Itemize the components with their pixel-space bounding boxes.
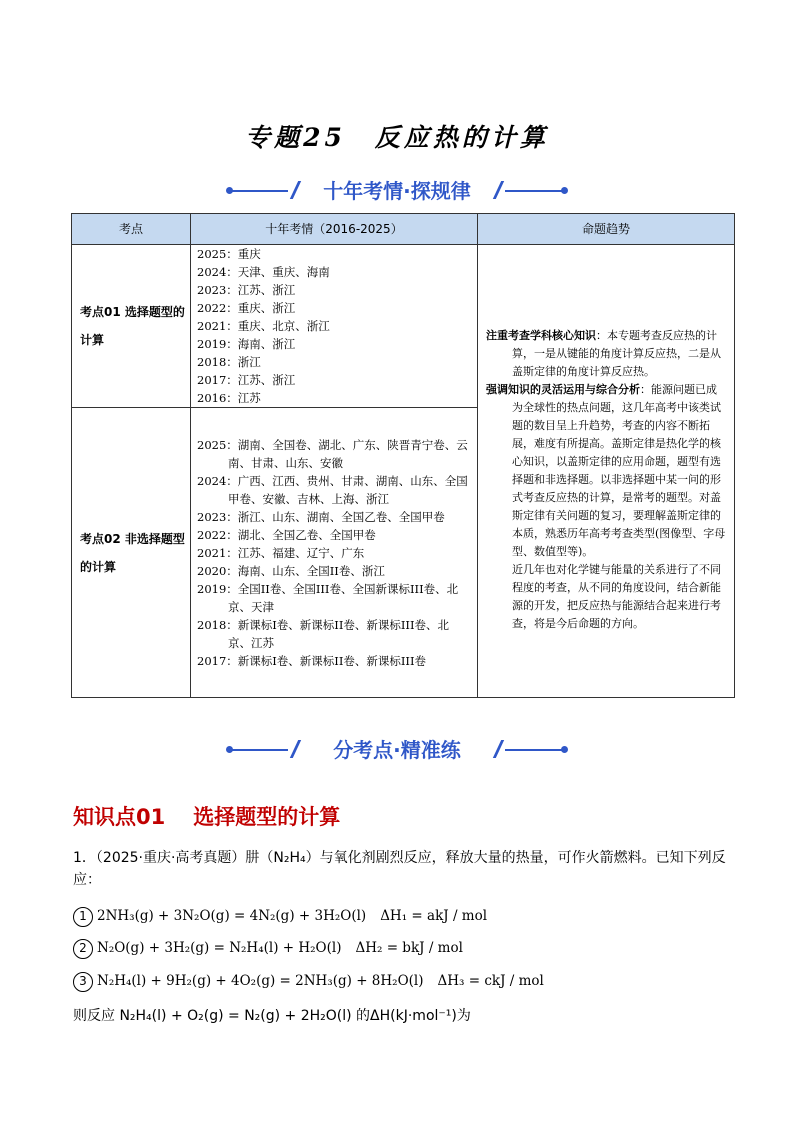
banner-line-right [505,749,563,751]
year-line: 2018：新课标Ⅰ卷、新课标II卷、新课标III卷、北京、江苏 [197,617,450,650]
question-line: 应： [73,872,101,888]
year-line: 2022：湖北、全国乙卷、全国甲卷 [197,527,376,542]
section-heading [73,801,340,831]
trend-cell [478,245,735,698]
trend-paragraph-2 [486,381,726,561]
year-line: 2017：新课标Ⅰ卷、新课标II卷、新课标III卷 [197,653,427,668]
equation-number: 1 [73,907,93,927]
question-line: 1．（2025·重庆·高考真题）肼（N₂H₄）与氧化剂剧烈反应，释放大量的热量，可作火箭燃料。已知下列反 [73,850,726,866]
year-line: 2017：江苏、浙江 [197,373,296,387]
years-cell [191,245,478,408]
year-line: 2024：广西、江西、贵州、甘肃、湖南、山东、全国甲卷、安徽、吉林、上海、浙江 [197,473,468,506]
equation-text: N₂H₄(l) + 9H₂(g) + 4O₂(g) = 2NH₃(g) + 8H₂O(l) [97,973,424,989]
section-name: 选择题型的计算 [193,805,341,829]
header-kp: 考点 [72,214,191,245]
year-line: 2018：浙江 [197,355,261,369]
enthalpy-value: ΔH₂ = bkJ / mol [355,940,463,956]
trend-paragraph-1 [486,327,726,381]
equation-text: N₂O(g) + 3H₂(g) = N₂H₄(l) + H₂O(l) [97,940,342,956]
banner-decade [0,175,794,205]
enthalpy-value: ΔH₃ = ckJ / mol [437,973,544,989]
years-cell [191,408,478,698]
page-title: 专题25 反应热的计算 [245,123,549,152]
question-prompt: 则反应 N₂H₄(l) + O₂(g) = N₂(g) + 2H₂O(l) 的ΔH(kJ·mol⁻¹)为 [73,1008,471,1024]
question-stem [73,847,733,891]
year-line: 2023：江苏、浙江 [197,283,296,297]
year-line: 2021：江苏、福建、辽宁、广东 [197,545,365,560]
equation-1 [73,907,487,927]
banner-decade-text: 十年考情·探规律 [323,179,471,203]
equation-number: 2 [73,939,93,959]
year-line: 2020：海南、山东、全国II卷、浙江 [197,563,385,578]
header-years: 十年考情（2016-2025） [191,214,478,245]
section-number: 知识点01 [73,805,166,829]
banner-practice-text: 分考点·精准练 [333,738,461,762]
kp-cell: 考点02 非选择题型的计算 [72,408,191,698]
table-header-row [72,214,735,245]
enthalpy-value: ΔH₁ = akJ / mol [380,908,488,924]
banner-dot [561,187,568,194]
table-row [72,245,735,408]
equation-2 [73,939,463,959]
header-trend: 命题趋势 [478,214,735,245]
year-line: 2024：天津、重庆、海南 [197,265,330,279]
year-line: 2019：全国II卷、全国III卷、全国新课标III卷、北京、天津 [197,581,459,614]
year-line: 2016：江苏 [197,391,261,405]
year-line: 2023：浙江、山东、湖南、全国乙卷、全国甲卷 [197,509,445,524]
trend-p1-head: 注重考查学科核心知识 [486,329,596,342]
equation-number: 3 [73,972,93,992]
kp-cell: 考点01 选择题型的计算 [72,245,191,408]
year-line: 2019：海南、浙江 [197,337,296,351]
year-line: 2025：湖南、全国卷、湖北、广东、陕晋青宁卷、云南、甘肃、山东、安徽 [197,437,468,470]
equation-text: 2NH₃(g) + 3N₂O(g) = 4N₂(g) + 3H₂O(l) [97,908,367,924]
trend-p1-body: ：本专题考查反应热的计算，一是从键能的角度计算反应热，二是从盖斯定律的角度计算反应热。 [512,329,721,378]
banner-dot [561,746,568,753]
trend-paragraph-3: 近几年也对化学键与能量的关系进行了不同程度的考查，从不同的角度设问，结合新能源的开发，把反应热与能源结合起来进行考查，将是今后命题的方向。 [512,563,721,630]
banner-line-right [505,190,563,192]
trend-p2-body: ：能源问题已成为全球性的热点问题，这几年高考中该类试题的数目呈上升趋势，考查的内容不断拓展，难度有所提高。盖斯定律是热化学的核心知识，以盖斯定律的应用命题，题型有选择题和非选择题。以非选择题中某一问的形式考查反应热的计算，是常考的题型。对盖斯定律有关问题的复习，要理解盖斯定律的本质，熟悉历年高考考查类型(图像型、字母型、数值型等)。 [512,383,726,558]
equation-3 [73,972,544,992]
year-line: 2025：重庆 [197,247,261,261]
year-line: 2021：重庆、北京、浙江 [197,319,330,333]
banner-practice [0,734,794,764]
trend-p2-head: 强调知识的灵活运用与综合分析 [486,383,640,396]
year-line: 2022：重庆、浙江 [197,301,296,315]
exam-table [71,213,735,698]
